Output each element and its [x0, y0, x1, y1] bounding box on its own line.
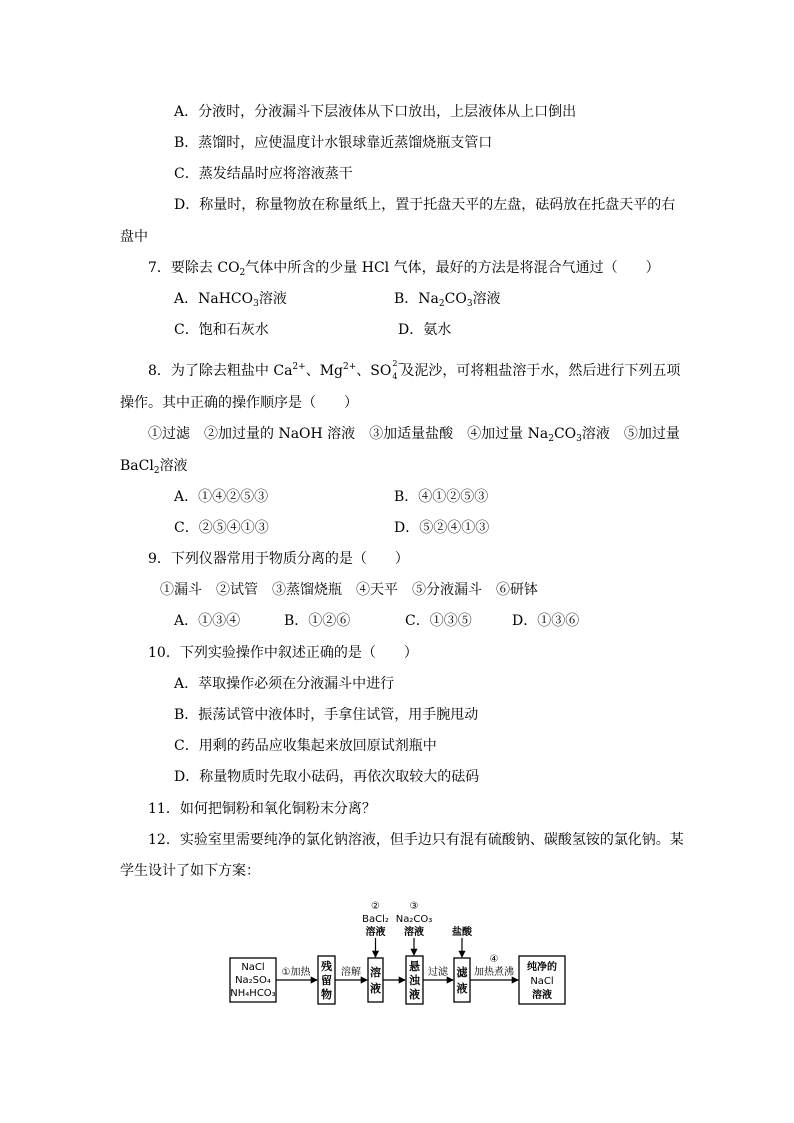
reagent2-name: BaCl₂: [362, 914, 389, 925]
suspension-char: 浊: [409, 974, 420, 987]
q9-items: ①漏斗 ②试管 ③蒸馏烧瓶 ④天平 ⑤分液漏斗 ⑥研钵: [160, 582, 538, 598]
q8-operations-line2: [120, 456, 188, 481]
step4-label: 加热煮沸: [474, 967, 514, 978]
q8-ops-part: BaCl: [120, 458, 154, 474]
filtrate-char: 液: [456, 982, 468, 995]
q7-option-b-subscript: 2: [438, 299, 445, 309]
q6-option-c: C．蒸发结晶时应将溶液蒸干: [174, 166, 353, 182]
q9-option-d: D．①③⑥: [512, 613, 580, 629]
q8-ops-part: CO: [553, 426, 577, 442]
reagent3-name: Na₂CO₃: [395, 914, 433, 925]
filtrate-box: [454, 958, 470, 1002]
q8-stem-line1: [148, 357, 680, 381]
q8-ops-part: ①过滤 ②加过量的 NaOH 溶液 ③加适量盐酸 ④加过量 Na: [148, 426, 549, 442]
q8-ops-subscript: 2: [548, 434, 554, 444]
q8-stem-line2: 操作。其中正确的操作顺序是（ ）: [120, 395, 358, 411]
end-box-line: 纯净的: [527, 962, 557, 973]
reagent3-form: 溶液: [404, 927, 424, 938]
q10-option-d: D．称量物质时先取小砝码，再依次取较大的砝码: [174, 769, 480, 785]
q10-stem: 10．下列实验操作中叙述正确的是（ ）: [148, 645, 418, 661]
suspension-char: 悬: [409, 960, 420, 973]
reagent3-number: ③: [409, 901, 419, 912]
solution-char: 溶: [370, 966, 381, 979]
reagent2-number: ②: [371, 901, 380, 912]
q10-option-c: C．用剩的药品应收集起来放回原试剂瓶中: [174, 738, 437, 754]
q8-option-c: C．②⑤④①③: [174, 520, 269, 536]
q8-ops-subscript: 2: [153, 466, 160, 476]
step4-number: ④: [489, 954, 499, 965]
q7-stem-part: 气体中所含的少量 HCl 气体，最好的方法是将混合气通过（ ）: [245, 260, 660, 276]
q8-stem-part: 、SO: [356, 363, 392, 379]
separation-flowchart: [228, 898, 568, 1008]
q7-option-b-text: 溶液: [472, 291, 501, 307]
q6-option-b: B．蒸馏时，应使温度计水银球靠近蒸馏烧瓶支管口: [174, 135, 493, 151]
q8-sulfate-scripts: [391, 359, 405, 381]
end-box-line: NaCl: [530, 976, 554, 987]
filtrate-char: 滤: [456, 966, 468, 979]
q8-option-d: D．⑤②④①③: [394, 520, 490, 536]
end-box-line: 溶液: [532, 990, 552, 1001]
step1-label: ①加热: [281, 967, 311, 978]
q8-stem-part: 8．为了除去粗盐中 Ca: [148, 363, 293, 379]
q7-option-a-text: A．NaHCO: [174, 291, 254, 307]
q7-option-d: D．氨水: [398, 322, 452, 338]
q10-option-b: B．振荡试管中液体时，手拿住试管，用手腕甩动: [174, 707, 479, 723]
q12-stem-line1: 12．实验室里需要纯净的氯化钠溶液，但手边只有混有硫酸钠、碳酸氢铵的氯化钠。某: [148, 832, 684, 848]
residue-char: 残: [321, 960, 332, 973]
q10-option-a: A．萃取操作必须在分液漏斗中进行: [174, 676, 395, 692]
q7-stem: [148, 258, 660, 283]
start-box-line: NaCl: [241, 962, 265, 973]
q12-stem-line2: 学生设计了如下方案：: [120, 863, 260, 879]
q8-charge: 2−: [392, 359, 405, 368]
q6-option-d-line1: D．称量时，称量物放在称量纸上，置于托盘天平的左盘，砝码放在托盘天平的右: [174, 197, 676, 213]
q7-option-a-subscript: 3: [253, 299, 259, 309]
q8-ops-subscript: 3: [576, 434, 582, 444]
filter-label: 过滤: [428, 967, 448, 978]
residue-char: 物: [321, 988, 332, 1001]
start-box-line: Na₂SO₄: [235, 975, 271, 986]
q6-option-d-line2: 盘中: [120, 229, 148, 245]
q7-option-c: C．饱和石灰水: [174, 322, 269, 338]
q9-option-a: A．①③④: [174, 613, 241, 629]
q7-option-b-subscript: 3: [466, 299, 473, 309]
q7-option-a: [174, 289, 287, 314]
q7-option-a-text: 溶液: [258, 291, 287, 307]
start-box-line: NH₄HCO₃: [230, 988, 276, 999]
q7-option-b-text: CO: [444, 291, 467, 307]
q9-option-b: B．①②⑥: [284, 613, 351, 629]
reagent-hcl: 盐酸: [452, 927, 472, 938]
dissolve-label: 溶解: [341, 967, 361, 978]
q8-ops-part: 溶液 ⑤加过量: [581, 426, 680, 442]
q8-subscript: 4: [392, 372, 398, 381]
q8-stem-part: 及泥沙，可将粗盐溶于水，然后进行下列五项: [400, 363, 681, 379]
q8-superscript: 2+: [343, 362, 357, 372]
q7-option-b-text: B．Na: [394, 291, 439, 307]
solution-char: 液: [370, 982, 381, 995]
q9-option-c: C．①③⑤: [405, 613, 472, 629]
residue-char: 留: [321, 974, 332, 987]
q7-option-b: [394, 289, 501, 314]
solution-box: [368, 958, 383, 1002]
reagent2-form: 溶液: [365, 927, 386, 938]
q7-stem-subscript: 2: [239, 268, 246, 278]
q8-operations-line1: [148, 424, 680, 449]
q8-stem-part: 、Mg: [305, 363, 343, 379]
q8-option-a: A．①④②⑤③: [174, 489, 269, 505]
q7-stem-part: 7．要除去 CO: [148, 260, 240, 276]
q9-stem: 9．下列仪器常用于物质分离的是（ ）: [148, 551, 409, 567]
q6-option-a: A．分液时，分液漏斗下层液体从下口放出，上层液体从上口倒出: [174, 104, 577, 120]
suspension-char: 液: [409, 988, 420, 1001]
q11-stem: 11．如何把铜粉和氧化铜粉末分离？: [148, 801, 376, 817]
q8-superscript: 2+: [292, 362, 306, 372]
q8-ops-part: 溶液: [159, 458, 188, 474]
q8-option-b: B．④①②⑤③: [394, 489, 489, 505]
